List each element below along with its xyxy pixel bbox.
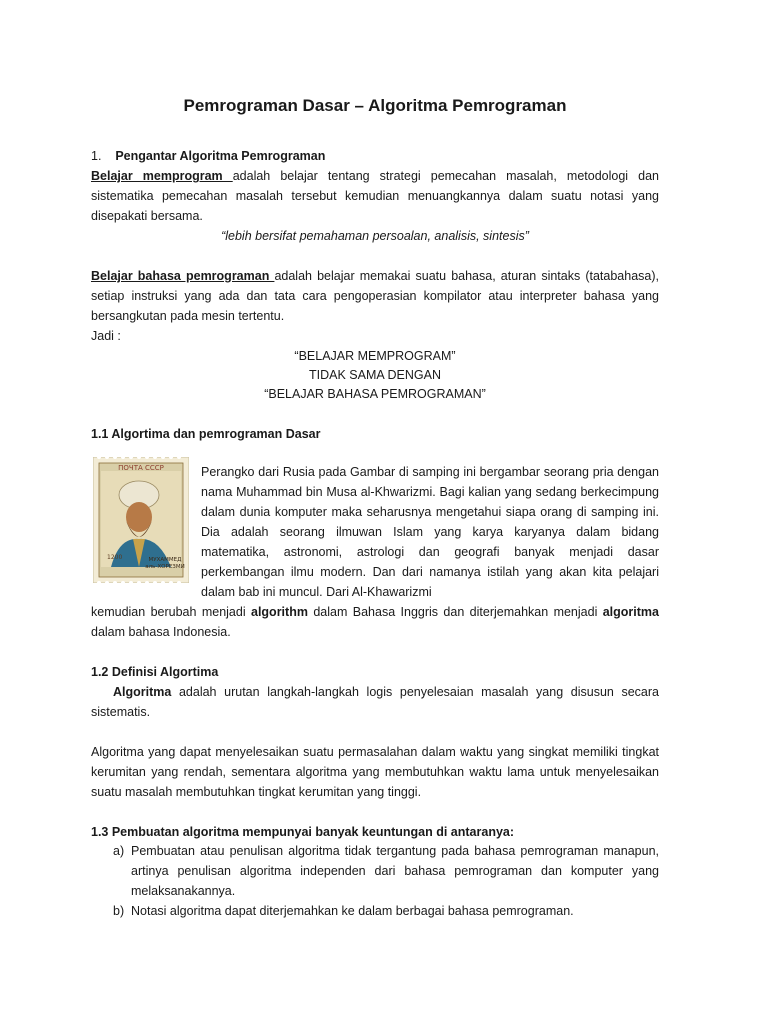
face-shape — [126, 502, 152, 532]
paragraph-text: adalah belajar tentang strategi pemecahan masalah, metodologi dan sistematika pemecahan masalah tersebut kemudian menuangkannya dalam suatu notasi yang disepakati bersama. — [91, 169, 659, 223]
stamp-value: 1200 — [107, 554, 123, 561]
center-line-2: TIDAK SAMA DENGAN — [309, 368, 441, 382]
list-item-text: Pembuatan atau penulisan algoritma tidak tergantung pada bahasa pemrograman manapun, artinya penulisan algoritma independen dari bahasa pemrograman dan komputer yang melaksanakannya. — [131, 844, 659, 898]
quote: “lebih bersifat pemahaman persoalan, analisis, sintesis” — [221, 229, 529, 243]
term-algorithm: algorithm — [251, 605, 308, 619]
section-1-heading — [91, 146, 659, 166]
list-item — [91, 841, 659, 901]
benefits-list — [91, 841, 659, 921]
stamp-name-line-2: аль-ХОРЕЗМИ — [145, 564, 185, 570]
section-1-1-heading: 1.1 Algortima dan pemrograman Dasar — [91, 427, 321, 441]
section-number: 1. — [91, 149, 102, 163]
jadi-label: Jadi : — [91, 329, 121, 343]
section-1-2-heading: 1.2 Definisi Algortima — [91, 665, 219, 679]
paragraph-belajar-bahasa — [91, 266, 659, 326]
list-item — [91, 901, 659, 921]
list-item-text: Notasi algoritma dapat diterjemahkan ke dalam berbagai bahasa pemrograman. — [131, 904, 574, 918]
paragraph-belajar-memprogram — [91, 166, 659, 226]
paragraph-text: dalam Bahasa Inggris dan diterjemahkan menjadi — [307, 605, 603, 619]
term-algoritma-def: Algoritma — [113, 685, 172, 699]
stamp-name-line-1: МУХАММЕД — [148, 557, 182, 563]
center-line-3: “BELAJAR BAHASA PEMROGRAMAN” — [264, 387, 486, 401]
list-marker: a) — [113, 844, 125, 858]
section-heading: Pengantar Algoritma Pemrograman — [115, 149, 326, 163]
term-algoritma: algoritma — [602, 605, 659, 619]
paragraph-algorithm-origin — [91, 602, 659, 642]
term-belajar-memprogram: Belajar memprogram — [91, 169, 233, 183]
term-belajar-bahasa: Belajar bahasa pemrograman — [91, 269, 275, 283]
paragraph-text: dalam bahasa Indonesia. — [91, 625, 231, 639]
paragraph-definisi — [91, 682, 659, 722]
paragraph-text: adalah urutan langkah-langkah logis penyelesaian masalah yang disusun secara sistematis. — [91, 685, 659, 719]
stamp-top-label: ПОЧТА СССР — [118, 464, 164, 472]
list-marker: b) — [113, 904, 125, 918]
center-line-1: “BELAJAR MEMPROGRAM” — [294, 349, 456, 363]
paragraph-kerumitan: Algoritma yang dapat menyelesaikan suatu permasalahan dalam waktu yang singkat memiliki tingkat kerumitan yang rendah, sementara algoritma yang membutuhkan waktu lama untuk menyelesaikan suatu masalah membutuhkan tingkat kerumitan yang tinggi. — [91, 745, 659, 799]
paragraph-text: kemudian berubah menjadi — [91, 605, 251, 619]
section-1-3-heading: 1.3 Pembuatan algoritma mempunyai banyak keuntungan di antaranya: — [91, 825, 515, 839]
paragraph-text: adalah belajar memakai suatu bahasa, aturan sintaks (tatabahasa), setiap instruksi yang ada dan tata cara pengoperasian kompilator atau interpreter bahasa yang bersangkutan pada mesin tertentu. — [91, 269, 659, 323]
stamp-description: Perangko dari Rusia pada Gambar di samping ini bergambar seorang pria dengan nama Muhammad bin Musa al-Khwarizmi. Bagi kalian yang sedang berkecimpung dalam dunia komputer maka seharusnya mengetahui siapa orang di samping ini. Dia adalah seorang ilmuwan Islam yang karya karyanya dalam bidang matematika, astronomi, astrologi dan geografi banyak menjadi dasar perkembangan ilmu modern. Dan dari namanya istilah yang akan kita pelajari dalam bab ini muncul. Dari Al-Khawarizmi — [201, 465, 659, 599]
al-khwarizmi-stamp-image — [93, 457, 189, 583]
page-title: Pemrograman Dasar – Algoritma Pemrograman — [183, 96, 567, 115]
